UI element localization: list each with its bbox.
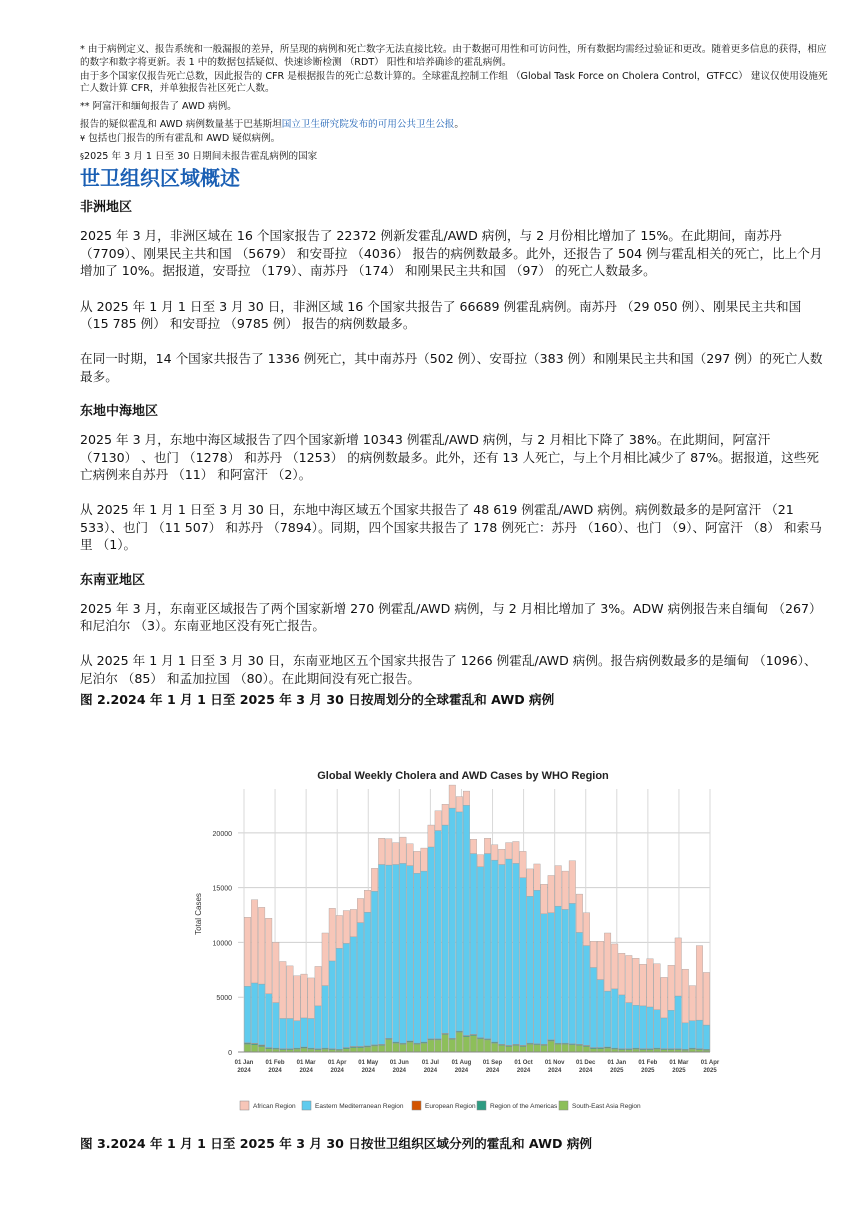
bar-segment (442, 1034, 449, 1052)
bar-segment (343, 943, 350, 1047)
footnote-pakistan: 报告的疑似霍乱和 AWD 病例数量基于巴基斯坦国立卫生研究院发布的可用公共卫生公报。 (80, 118, 464, 130)
bar-segment (477, 1039, 484, 1052)
bar-segment (336, 915, 343, 948)
legend-label: Region of the Americas (490, 1103, 558, 1110)
footnote-no-cases: §2025 年 3 月 1 日至 30 日期间未报告霍乱病例的国家 (80, 150, 318, 162)
bar-segment (385, 865, 392, 1038)
legend-swatch (412, 1101, 421, 1110)
bar-segment (407, 866, 414, 1041)
bar-segment (308, 978, 315, 1019)
bar-segment (569, 861, 576, 904)
legend-swatch (302, 1101, 311, 1110)
bar-segment (555, 1044, 562, 1052)
y-tick-label: 5000 (216, 995, 232, 1003)
bar-segment (393, 843, 400, 865)
bar-segment (541, 914, 548, 1044)
bar-segment (301, 1018, 308, 1047)
weekly-cases-chart (190, 764, 720, 1126)
bar-segment (421, 1043, 428, 1052)
x-tick-label: 01 Dec (576, 1060, 596, 1066)
x-tick-year: 2024 (547, 1068, 562, 1074)
x-tick-year: 2024 (268, 1068, 282, 1074)
bar-segment (287, 966, 294, 1019)
bar-segment (548, 875, 555, 912)
bar-segment (371, 868, 378, 891)
bar-segment (689, 1021, 696, 1048)
bar-segment (251, 1045, 258, 1052)
bar-segment (287, 1018, 294, 1048)
bar-segment (470, 839, 477, 853)
x-tick-label: 01 Sep (482, 1060, 503, 1066)
bar-segment (626, 955, 633, 1002)
bar-segment (421, 848, 428, 871)
bar-segment (689, 986, 696, 1021)
bar-segment (534, 864, 541, 890)
x-tick-label: 01 Jan (607, 1060, 627, 1066)
bar-segment (513, 863, 520, 1044)
bar-segment (435, 831, 442, 1039)
bar-segment (534, 1045, 541, 1052)
bar-segment (343, 911, 350, 944)
bar-segment (647, 1007, 654, 1049)
bar-segment (675, 938, 682, 996)
bar-segment (350, 909, 357, 936)
x-tick-label: 01 Nov (544, 1060, 565, 1066)
page-content (80, 44, 828, 709)
bar-segment (541, 884, 548, 914)
bar-segment (470, 854, 477, 1035)
bar-segment (336, 948, 343, 1049)
legend-swatch (559, 1101, 568, 1110)
x-tick-year: 2024 (485, 1068, 500, 1074)
x-tick-label: 01 Jun (389, 1060, 409, 1066)
bar-segment (265, 994, 272, 1048)
bar-segment (647, 959, 654, 1007)
bar-segment (513, 841, 520, 863)
x-tick-year: 2024 (392, 1068, 407, 1074)
bar-segment (414, 851, 421, 873)
bar-segment (477, 867, 484, 1038)
bar-segment (597, 941, 604, 979)
bar-segment (371, 891, 378, 1044)
chart-legend (240, 1101, 641, 1110)
bar-segment (393, 865, 400, 1043)
bar-segment (527, 869, 534, 896)
y-tick-label: 0 (228, 1050, 232, 1057)
bar-segment (315, 966, 322, 1005)
bar-segment (633, 1005, 640, 1048)
bar-segment (378, 865, 385, 1045)
x-tick-year: 2025 (703, 1068, 717, 1074)
bar-segment (407, 844, 414, 866)
searo-paragraph-2: 从 2025 年 1 月 1 日至 3 月 30 日，东南亚地区五个国家共报告了 1266 例霍乱/AWD 病例。报告病例数最多的是缅甸 （1096）、尼泊尔 （85） 和孟加拉国 （80）。在此期间没有死亡报告。 (80, 653, 817, 686)
bar-segment (682, 1023, 689, 1049)
bar-segment (463, 1037, 470, 1052)
bar-segment (562, 909, 569, 1043)
bar-segment (463, 791, 470, 805)
legend-swatch (477, 1101, 486, 1110)
bar-segment (633, 958, 640, 1005)
bar-segment (301, 1048, 308, 1052)
bar-segment (661, 977, 668, 1018)
y-tick-label: 15000 (212, 885, 232, 893)
bar-segment (329, 961, 336, 1049)
page-title: 世卫组织区域概述 (80, 166, 240, 191)
bar-segment (407, 1042, 414, 1052)
bar-segment (378, 838, 385, 864)
bar-segment (273, 942, 280, 1002)
bar-segment (258, 907, 265, 984)
x-tick-label: 01 Mar (669, 1060, 689, 1066)
bar-segment (604, 933, 611, 991)
bar-segment (661, 1018, 668, 1049)
bar-segment (449, 785, 456, 808)
bar-segment (696, 946, 703, 1021)
bar-segment (364, 1047, 371, 1052)
bar-segment (548, 913, 555, 1040)
bar-segment (506, 843, 513, 859)
legend-swatch (240, 1101, 249, 1110)
emro-paragraph-2: 从 2025 年 1 月 1 日至 3 月 30 日，东地中海区域五个国家共报告了 48 619 例霍乱/AWD 病例。病例数最多的是阿富汗 （21 533）、也门 （11 507） 和苏丹 （7894）。同期，四个国家共报告了 178 例死亡：苏丹 （160）、也门 （9）、阿富汗 （8） 和索马里 （1）。 (80, 502, 822, 553)
bar-segment (513, 1045, 520, 1052)
x-tick-label: 01 Oct (514, 1060, 533, 1066)
bar-segment (597, 980, 604, 1048)
bar-segment (675, 996, 682, 1049)
bar-segment (251, 983, 258, 1043)
africa-paragraph-1: 2025 年 3 月，非洲区域在 16 个国家报告了 22372 例新发霍乱/AWD 病例，与 2 月份相比增加了 15%。在此期间，南苏丹 （7709）、刚果民主共和国 （5679） 和安哥拉 （4036） 报告的病例数最多。此外，还报告了 504 例与霍乱相关的死亡，比上个月增加了 10%。据报道，安哥拉 （179）、南苏丹 （174） 和刚果民主共和国 （97） 的死亡人数最多。 (80, 228, 823, 279)
nih-bulletin-link[interactable]: 国立卫生研究院发布的可用公共卫生公报 (281, 118, 455, 130)
bar-segment (703, 1025, 710, 1049)
bar-segment (442, 804, 449, 825)
bar-segment (626, 1003, 633, 1049)
bar-segment (428, 825, 435, 847)
bar-segment (527, 896, 534, 1043)
x-tick-year: 2025 (641, 1068, 655, 1074)
bar-segment (682, 969, 689, 1023)
chart-title: Global Weekly Cholera and AWD Cases by WHO Region (317, 770, 609, 782)
y-tick-label: 20000 (212, 830, 232, 838)
bar-segment (562, 871, 569, 909)
bar-segment (378, 1045, 385, 1052)
bar-segment (640, 964, 647, 1006)
x-tick-label: 01 Jul (421, 1060, 439, 1066)
bar-segment (498, 849, 505, 864)
bar-segment (364, 912, 371, 1046)
bar-segment (322, 986, 329, 1048)
footnote-yemen: ¥ 包括也门报告的所有霍乱和 AWD 疑似病例。 (80, 132, 281, 144)
x-tick-year: 2024 (579, 1068, 593, 1074)
x-tick-label: 01 Apr (327, 1060, 347, 1066)
bar-segment (555, 906, 562, 1043)
bar-segment (456, 812, 463, 1031)
x-tick-year: 2025 (672, 1068, 686, 1074)
x-tick-year: 2024 (516, 1068, 531, 1074)
bar-segment (555, 866, 562, 907)
bar-segment (498, 865, 505, 1045)
bar-segment (477, 855, 484, 867)
bar-segment (576, 932, 583, 1044)
bar-segment (357, 1048, 364, 1052)
bar-segment (484, 854, 491, 1039)
bar-segment (315, 1006, 322, 1049)
bar-segment (294, 976, 301, 1021)
africa-paragraph-3: 在同一时期，14 个国家共报告了 1336 例死亡，其中南苏丹（502 例）、安哥拉（383 例）和刚果民主共和国（297 例）的死亡人数最多。 (80, 351, 823, 384)
bar-segment (251, 900, 258, 983)
emro-paragraph-1: 2025 年 3 月，东地中海区域报告了四个国家新增 10343 例霍乱/AWD 病例，与 2 月相比下降了 38%。在此期间，阿富汗 （7130） 、也门 （1278） 和苏丹 （1253） 的病例数最多。此外，还有 13 人死亡，与上个月相比减少了 87%。据报道，这些死亡病例来自苏丹 （11） 和阿富汗 （2）。 (80, 432, 819, 483)
bar-segment (520, 851, 527, 877)
x-tick-label: 01 Feb (638, 1060, 658, 1066)
bar-segment (428, 847, 435, 1039)
x-tick-label: 01 Jan (234, 1060, 254, 1066)
bar-segment (520, 1047, 527, 1052)
x-tick-year: 2024 (423, 1068, 438, 1074)
bar-segment (435, 1040, 442, 1052)
x-tick-label: 01 May (358, 1060, 379, 1066)
bar-segment (506, 1047, 513, 1052)
bar-segment (654, 1010, 661, 1048)
bar-segment (280, 1018, 287, 1048)
bar-segment (668, 1010, 675, 1048)
x-tick-year: 2024 (330, 1068, 344, 1074)
chart-svg (190, 764, 720, 1126)
bar-segment (244, 917, 251, 986)
figure-2-caption: 图 2.2024 年 1 月 1 日至 2025 年 3 月 30 日按周划分的全球霍乱和 AWD 病例 (80, 692, 555, 708)
bar-segment (322, 933, 329, 986)
africa-heading: 非洲地区 (80, 200, 133, 216)
x-tick-year: 2024 (299, 1068, 313, 1074)
bar-segment (400, 1044, 407, 1052)
bar-segment (583, 913, 590, 946)
bar-segment (562, 1044, 569, 1052)
x-tick-label: 01 Aug (451, 1060, 472, 1066)
bar-segment (604, 991, 611, 1047)
bar-segment (548, 1041, 555, 1052)
bar-segment (280, 961, 287, 1018)
bar-segment (569, 903, 576, 1043)
bar-segment (463, 805, 470, 1035)
bar-segment (258, 984, 265, 1045)
legend-label: South-East Asia Region (572, 1103, 641, 1110)
bar-segment (534, 890, 541, 1043)
bar-segment (244, 1044, 251, 1052)
legend-label: African Region (253, 1103, 296, 1110)
bar-segment (244, 986, 251, 1042)
bar-segment (576, 1045, 583, 1052)
bar-segment (449, 808, 456, 1038)
bar-segment (357, 898, 364, 922)
bar-segment (491, 845, 498, 860)
bar-segment (527, 1044, 534, 1052)
bar-segment (357, 923, 364, 1047)
x-tick-year: 2024 (454, 1068, 469, 1074)
y-axis-label: Total Cases (194, 893, 203, 935)
bar-segment (583, 1047, 590, 1052)
bar-segment (703, 972, 710, 1025)
bar-segment (385, 839, 392, 865)
footnote-cfr: 由于多个国家仅报告死亡总数，因此报告的 CFR 是根据报告的死亡总数计算的。全球霍乱控制工作组 （Global Task Force on Cholera Control，GTFCC） 建议仅使用设施死亡人数计算 CFR，并单独报告社区死亡人数。 (80, 70, 828, 95)
bar-segment (498, 1045, 505, 1052)
bar-segment (611, 989, 618, 1048)
bar-segment (294, 1021, 301, 1048)
bar-segment (421, 871, 428, 1042)
bar-segment (484, 838, 491, 853)
bar-segment (583, 946, 590, 1046)
bar-segment (576, 894, 583, 932)
africa-paragraph-2: 从 2025 年 1 月 1 日至 3 月 30 日，非洲区域 16 个国家共报告了 66689 例霍乱病例。南苏丹 （29 050 例）、刚果民主共和国 （15 785 例） 和安哥拉 （9785 例） 报告的病例数最多。 (80, 298, 802, 331)
emro-heading: 东地中海地区 (80, 404, 159, 420)
footnote-definitions: * 由于病例定义、报告系统和一般漏报的差异，所呈现的病例和死亡数字无法直接比较。由于数据可用性和可访问性，所有数据均需经过验证和更改。随着更多信息的获得，相应的数字和数字将更新。表 1 中的数据包括疑似、快速诊断检测 （RDT） 阳性和培养确诊的霍乱病例。 (80, 44, 827, 68)
bar-segment (590, 941, 597, 967)
bar-segment (618, 995, 625, 1049)
bar-segment (393, 1043, 400, 1052)
searo-heading: 东南亚地区 (80, 572, 146, 588)
bar-segment (364, 890, 371, 912)
x-tick-label: 01 Apr (700, 1060, 720, 1066)
bar-segment (491, 1043, 498, 1052)
bar-segment (484, 1040, 491, 1052)
legend-label: European Region (425, 1103, 476, 1110)
bar-segment (265, 918, 272, 994)
bar-segment (258, 1047, 265, 1052)
bar-segment (696, 1020, 703, 1048)
bar-segment (428, 1040, 435, 1052)
bar-segment (301, 974, 308, 1018)
bar-segment (491, 860, 498, 1042)
x-tick-year: 2024 (361, 1068, 375, 1074)
bar-segment (371, 1046, 378, 1052)
bar-segment (590, 968, 597, 1048)
bar-segment (470, 1036, 477, 1052)
figure-3-caption: 图 3.2024 年 1 月 1 日至 2025 年 3 月 30 日按世卫组织区域分列的霍乱和 AWD 病例 (80, 1136, 593, 1151)
x-tick-label: 01 Feb (265, 1060, 285, 1066)
bar-segment (350, 1048, 357, 1052)
bar-segment (611, 944, 618, 989)
bar-segment (308, 1018, 315, 1048)
bar-segment (350, 937, 357, 1047)
bar-segment (414, 873, 421, 1043)
bar-segment (569, 1045, 576, 1052)
bar-segment (456, 1032, 463, 1052)
bar-segment (435, 811, 442, 831)
bar-segment (654, 964, 661, 1010)
bar-segment (400, 837, 407, 863)
bar-segment (456, 797, 463, 812)
bar-segment (442, 825, 449, 1033)
bar-segment (385, 1039, 392, 1052)
x-tick-label: 01 Mar (296, 1060, 316, 1066)
bar-segment (273, 1003, 280, 1048)
x-tick-year: 2025 (610, 1068, 624, 1074)
bar-segment (668, 965, 675, 1010)
bar-segment (414, 1044, 421, 1052)
bar-segment (400, 863, 407, 1043)
bar-segment (449, 1039, 456, 1052)
legend-label: Eastern Mediterranean Region (315, 1103, 404, 1110)
bar-segment (541, 1045, 548, 1052)
bar-segment (640, 1006, 647, 1049)
bar-segment (329, 908, 336, 961)
searo-paragraph-1: 2025 年 3 月，东南亚区域报告了两个国家新增 270 例霍乱/AWD 病例，与 2 月相比增加了 3%。ADW 病例报告来自缅甸 （267） 和尼泊尔 （3）。东南亚地区没有死亡报告。 (80, 600, 822, 634)
bar-segment (506, 859, 513, 1045)
bar-segment (520, 878, 527, 1046)
bar-segment (618, 953, 625, 995)
x-tick-year: 2024 (237, 1068, 251, 1074)
bar-segment (604, 1048, 611, 1052)
y-tick-label: 10000 (212, 940, 232, 948)
footnote-awd: ** 阿富汗和缅甸报告了 AWD 病例。 (80, 101, 237, 113)
